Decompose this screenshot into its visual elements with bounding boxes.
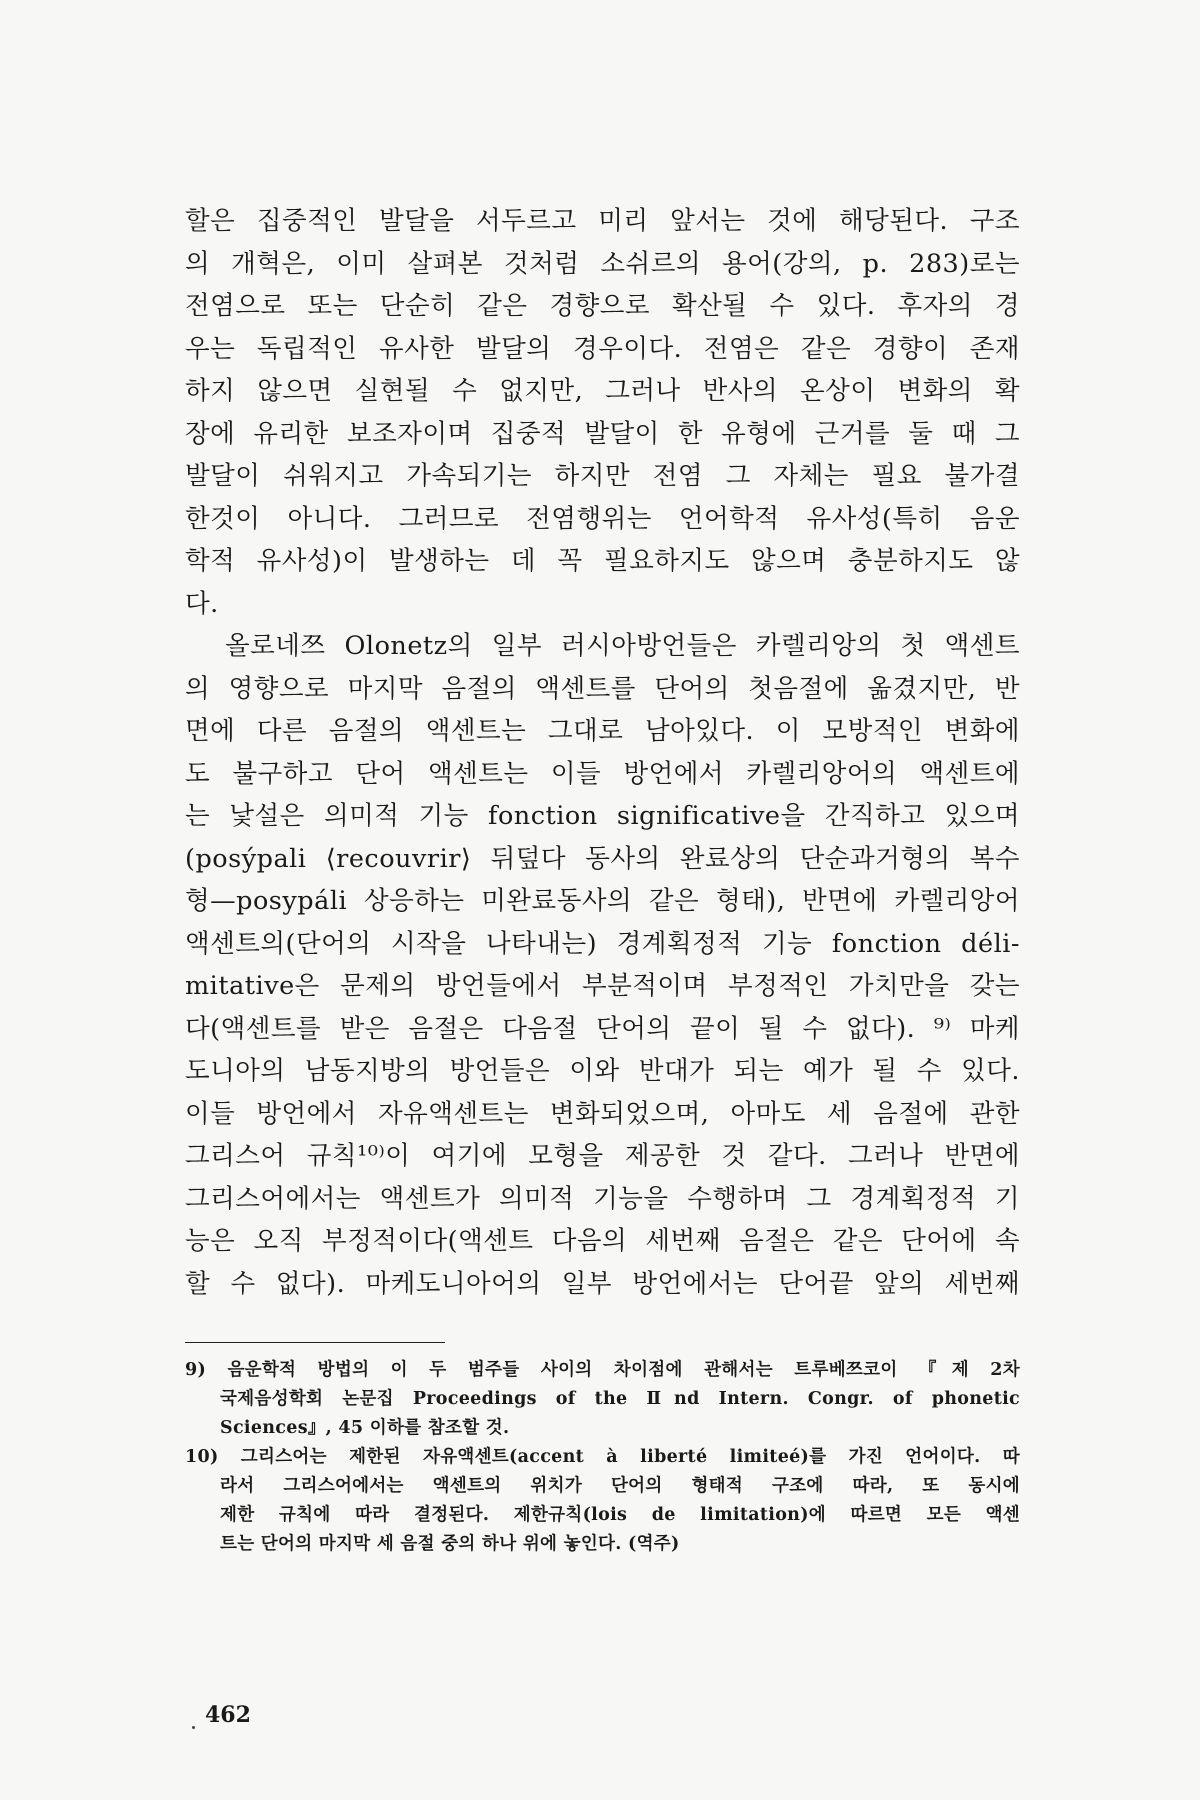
body-line: 능은 오직 부정적이다(액센트 다음의 세번째 음절은 같은 단어에 속 [185,1226,1020,1256]
body-line: 면에 다른 음절의 액센트는 그대로 남아있다. 이 모방적인 변화에 [185,716,1020,746]
body-line: 학적 유사성)이 발생하는 데 꼭 필요하지도 않으며 충분하지도 않 [185,546,1020,576]
footnote-line: 9) 음운학적 방법의 이 두 범주들 사이의 차이점에 관해서는 트루베쯔코이 『제 2차 [185,1360,1020,1380]
footnote-line: Sciences』, 45 이하를 참조할 것. [220,1418,510,1438]
margin-dot [192,1726,195,1729]
body-line: 의 개혁은, 이미 살펴본 것처럼 소쉬르의 용어(강의, p. 283)로는 [185,248,1020,279]
body-line: 전염으로 또는 단순히 같은 경향으로 확산될 수 있다. 후자의 경 [185,291,1020,321]
body-line: 형—posypáli 상응하는 미완료동사의 같은 형태), 반면에 카렐리앙어 [185,886,1020,916]
page-number: 462 [205,1702,251,1728]
body-line: 의 영향으로 마지막 음절의 액센트를 단어의 첫음절에 옮겼지만, 반 [185,673,1020,704]
body-line: 우는 독립적인 유사한 발달의 경우이다. 전염은 같은 경향이 존재 [185,333,1020,364]
body-line: 다(액센트를 받은 음절은 다음절 단어의 끝이 될 수 없다). ⁹⁾ 마케 [185,1013,1020,1044]
footnotes [185,1356,1020,1559]
footnote-line: 트는 단어의 마지막 세 음절 중의 하나 위에 놓인다. (역주) [220,1534,680,1554]
body-line: 도 불구하고 단어 액센트는 이들 방언에서 카렐리앙어의 액센트에 [185,758,1020,789]
body-line: 다. [185,588,219,619]
body-line: 액센트의(단어의 시작을 나타내는) 경계획정적 기능 fonction déli- [185,928,1020,959]
body-line: 올로네쯔 Olonetz의 일부 러시아방언들은 카렐리앙의 첫 액센트 [225,631,1020,661]
footnote-divider [185,1342,445,1343]
body-line: 하지 않으면 실현될 수 없지만, 그러나 반사의 온상이 변화의 확 [185,376,1020,406]
footnote-line: 10) 그리스어는 제한된 자유액센트(accent à liberté limiteé)를 가진 언어이다. 따 [185,1447,1020,1467]
body-line: 발달이 쉬워지고 가속되기는 하지만 전염 그 자체는 필요 불가결 [185,461,1020,491]
body-line: 이들 방언에서 자유액센트는 변화되었으며, 아마도 세 음절에 관한 [185,1098,1020,1129]
body-line: 는 낯설은 의미적 기능 fonction significative을 간직하고 있으며 [185,801,1020,831]
body-line: 한것이 아니다. 그러므로 전염행위는 언어학적 유사성(특히 음운 [185,503,1020,534]
body-line: (posýpali ⟨recouvrir⟩ 뒤덮다 동사의 완료상의 단순과거형의 복수 [185,843,1020,874]
footnote-line: 국제음성학회 논문집 Proceedings of the Ⅱnd Intern. Congr. of phonetic [220,1389,1020,1409]
footnote-line: 제한 규칙에 따라 결정된다. 제한규칙(lois de limitation)에 따르면 모든 액센 [220,1505,1020,1525]
body-line: 그리스어 규칙¹⁰⁾이 여기에 모형을 제공한 것 같다. 그러나 반면에 [185,1141,1020,1171]
body-line: 할은 집중적인 발달을 서두르고 미리 앞서는 것에 해당된다. 구조 [185,206,1020,236]
body-text [185,200,1020,1305]
body-line: mitative은 문제의 방언들에서 부분적이며 부정적인 가치만을 갖는 [185,971,1020,1001]
footnote-line: 라서 그리스어에서는 액센트의 위치가 단어의 형태적 구조에 따라, 또 동시에 [220,1476,1020,1496]
body-line: 장에 유리한 보조자이며 집중적 발달이 한 유형에 근거를 둘 때 그 [185,418,1020,449]
body-line: 도니아의 남동지방의 방언들은 이와 반대가 되는 예가 될 수 있다. [185,1056,1020,1086]
body-line: 할 수 없다). 마케도니아어의 일부 방언에서는 단어끝 앞의 세번째 [185,1268,1020,1299]
body-line: 그리스어에서는 액센트가 의미적 기능을 수행하며 그 경계획정적 기 [185,1183,1020,1214]
